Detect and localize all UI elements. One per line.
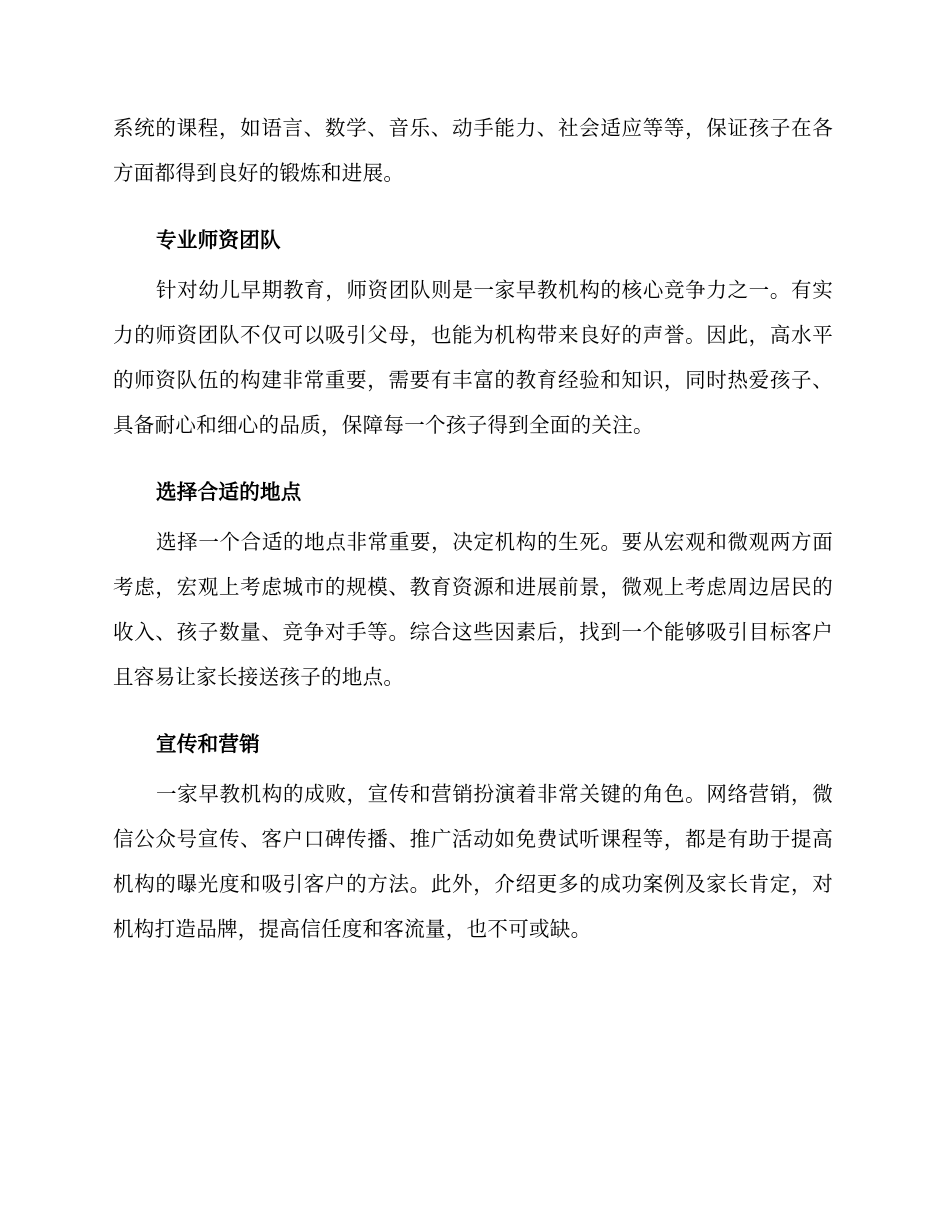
spacer (113, 448, 833, 462)
section-heading-location: 选择合适的地点 (156, 480, 302, 504)
intro-paragraph: 系统的课程，如语言、数学、音乐、动手能力、社会适应等等，保证孩子在各方面都得到良好的锻炼和进展。 (113, 116, 833, 185)
spacer (113, 700, 833, 714)
document-body (113, 106, 833, 952)
section-body-location: 选择一个合适的地点非常重要，决定机构的生死。要从宏观和微观两方面考虑，宏观上考虑城市的规模、教育资源和进展前景，微观上考虑周边居民的收入、孩子数量、竞争对手等。综合这些因素后，找到一个能够吸引目标客户且容易让家长接送孩子的地点。 (113, 530, 833, 689)
section-heading-teachers: 专业师资团队 (156, 228, 281, 252)
section-body-teachers: 针对幼儿早期教育，师资团队则是一家早教机构的核心竞争力之一。有实力的师资团队不仅可以吸引父母，也能为机构带来良好的声誉。因此，高水平的师资队伍的构建非常重要，需要有丰富的教育经验和知识，同时热爱孩子、具备耐心和细心的品质，保障每一个孩子得到全面的关注。 (113, 278, 833, 437)
section-heading-marketing: 宣传和营销 (156, 732, 260, 756)
spacer (113, 196, 833, 210)
section-body-marketing: 一家早教机构的成败，宣传和营销扮演着非常关键的角色。网络营销，微信公众号宣传、客户口碑传播、推广活动如免费试听课程等，都是有助于提高机构的曝光度和吸引客户的方法。此外，介绍更多的成功案例及家长肯定，对机构打造品牌，提高信任度和客流量，也不可或缺。 (113, 782, 833, 941)
